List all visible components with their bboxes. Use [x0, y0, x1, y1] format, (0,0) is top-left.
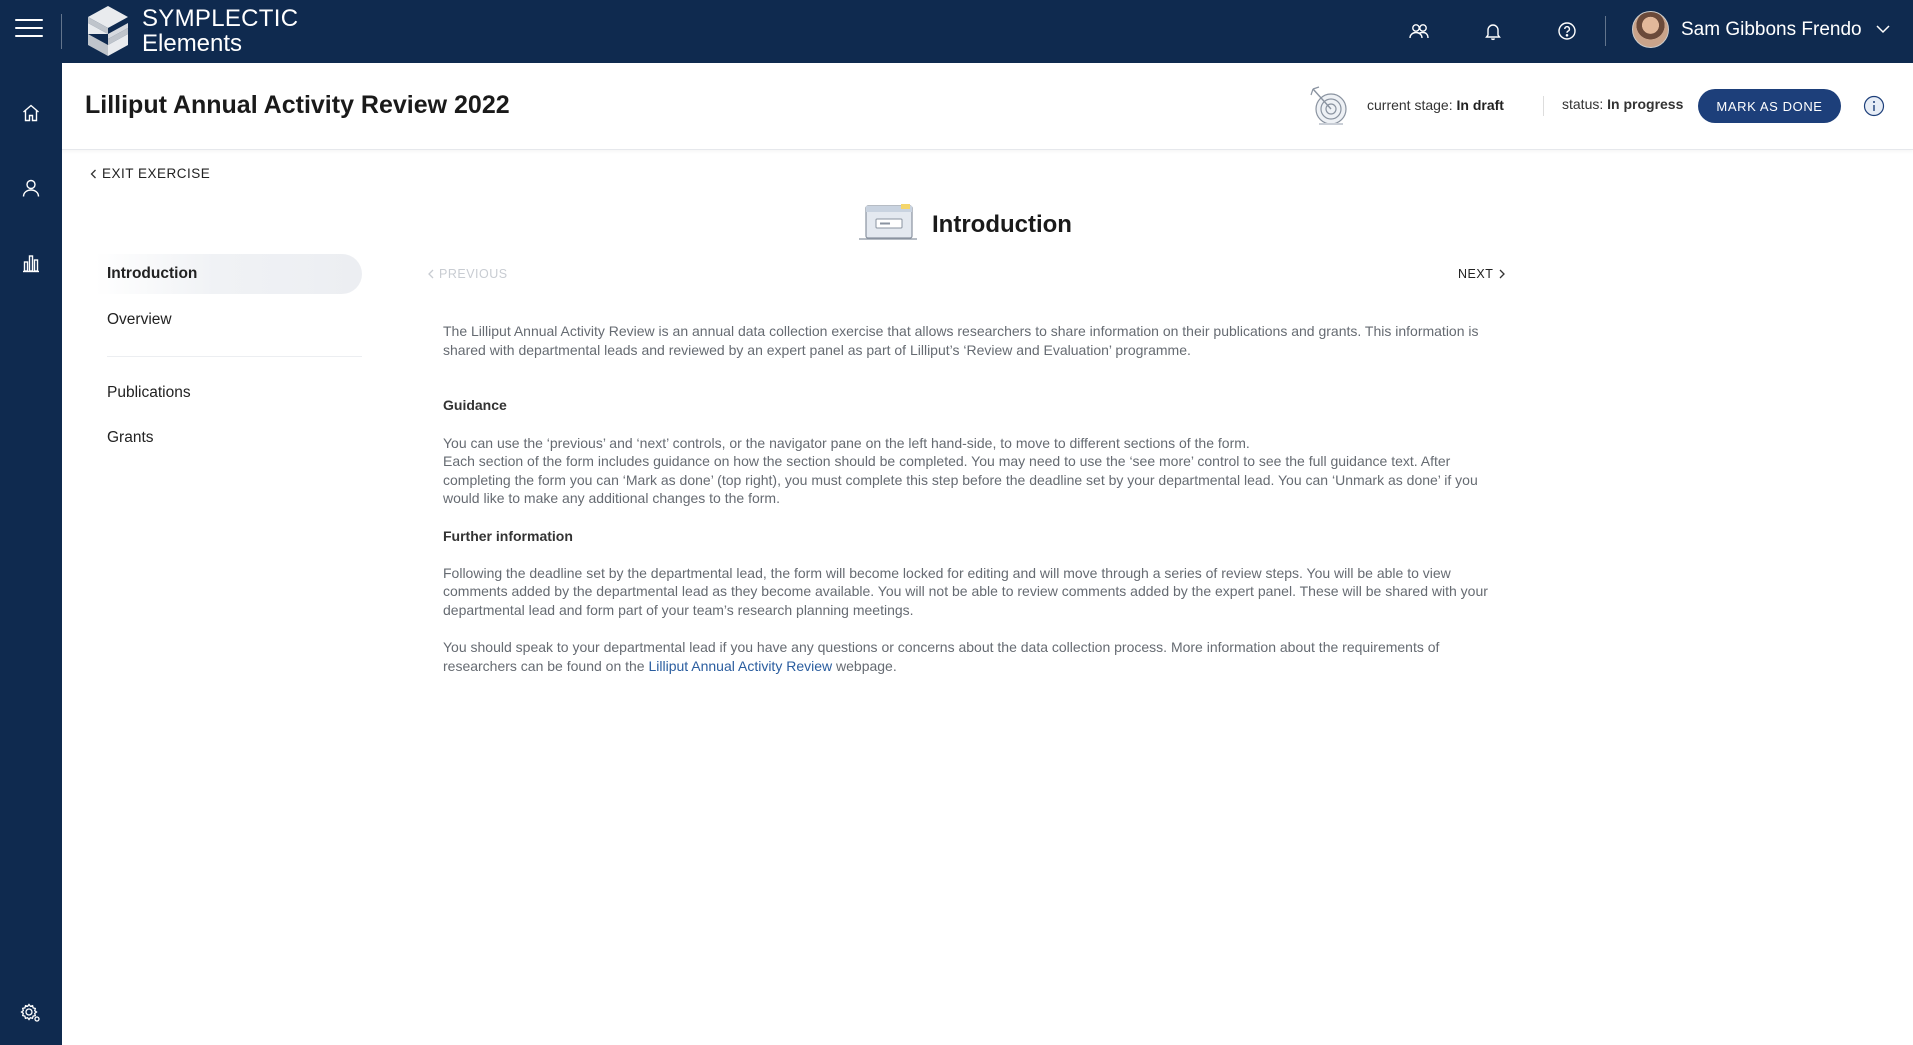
previous-button[interactable] [428, 267, 508, 281]
divider [1543, 96, 1544, 116]
help-icon[interactable] [1554, 18, 1580, 44]
guidance-paragraph: You can use the ‘previous’ and ‘next’ controls, or the navigator pane on the left hand-side, to move to different sections of the form. [443, 434, 1250, 451]
info-icon[interactable] [1863, 95, 1885, 117]
top-bar [0, 0, 1913, 63]
review-webpage-link[interactable]: Lilliput Annual Activity Review [648, 657, 833, 674]
exit-exercise-link[interactable] [90, 166, 210, 181]
page-title: Lilliput Annual Activity Review 2022 [85, 91, 510, 119]
brand-line2: Elements [142, 29, 243, 57]
nav-item-overview[interactable] [95, 300, 362, 340]
intro-paragraph: The Lilliput Annual Activity Review is an annual data collection exercise that allows researchers to share information on their publications and grants. This information is shared with departmental leads and reviewed by an expert panel as part of Lilliput’s ‘Review and Evaluation’ programme. [443, 323, 1479, 358]
form-icon [858, 203, 918, 243]
target-icon [1307, 83, 1351, 129]
status [1562, 96, 1683, 112]
next-label: NEXT [1458, 267, 1494, 281]
nav-item-label: Grants [107, 429, 154, 446]
further-information-heading: Further information [443, 527, 573, 544]
nav-item-label: Overview [107, 311, 172, 328]
guidance-heading: Guidance [443, 397, 507, 414]
nav-item-publications[interactable] [95, 373, 362, 413]
chevron-down-icon [1876, 25, 1890, 34]
exit-label: EXIT EXERCISE [102, 166, 211, 181]
bar-chart-icon[interactable] [18, 250, 44, 276]
next-button[interactable] [1458, 267, 1505, 281]
user-name: Sam Gibbons Frendo [1681, 18, 1862, 40]
user-menu[interactable] [1632, 11, 1890, 48]
current-stage [1367, 97, 1504, 113]
menu-icon[interactable] [15, 19, 43, 43]
nav-item-label: Introduction [107, 265, 198, 282]
bell-icon[interactable] [1480, 18, 1506, 44]
divider [1605, 16, 1606, 46]
text: webpage. [832, 657, 897, 674]
mark-as-done-button[interactable]: MARK AS DONE [1698, 89, 1841, 123]
status-label: status: [1562, 96, 1604, 112]
nav-item-introduction[interactable] [95, 254, 362, 294]
further-information-paragraph: Following the deadline set by the departmental lead, the form will become locked for editing and will move through a series of review steps. You will be able to view comments added by the departmental lead as they become available. You will not be able to review comments added by the expert panel. These will be shared with your departmental lead and form part of your team’s research planning meetings. [443, 564, 1488, 618]
nav-item-label: Publications [107, 384, 191, 401]
chevron-right-icon [1499, 269, 1505, 279]
status-value: In progress [1607, 96, 1684, 112]
text: You should speak to your departmental lead if you have any questions or concerns about the data collection process. More information about the requirements of researchers can be found on the [443, 639, 1440, 674]
brand-line1: SYMPLECTIC [142, 4, 299, 32]
divider [61, 14, 62, 49]
groups-icon[interactable] [1406, 18, 1432, 44]
further-information-paragraph [443, 638, 1503, 675]
section-content [443, 322, 1503, 694]
stage-label: current stage: [1367, 97, 1453, 113]
logo-mark-icon [84, 4, 132, 58]
chevron-left-icon [428, 269, 434, 279]
nav-item-grants[interactable] [95, 418, 362, 458]
avatar [1632, 11, 1669, 48]
page-header [62, 63, 1913, 150]
symplectic-logo[interactable] [84, 4, 298, 58]
home-icon[interactable] [18, 100, 44, 126]
previous-label: PREVIOUS [439, 267, 508, 281]
nav-divider [107, 356, 362, 357]
person-icon[interactable] [18, 175, 44, 201]
settings-icon[interactable] [18, 1000, 44, 1026]
side-rail [0, 63, 62, 1045]
stage-value: In draft [1456, 97, 1504, 113]
chevron-left-icon [90, 169, 97, 179]
section-title: Introduction [932, 211, 1072, 238]
guidance-paragraph: Each section of the form includes guidance on how the section should be completed. You may need to use the ‘see more’ control to see the full guidance text. After completing the form you can ‘Mark as done’ (top right), you must complete this step before the deadline set by your departmental lead. You can ‘Unmark as done’ if you would like to make any additional changes to the form. [443, 453, 1478, 507]
